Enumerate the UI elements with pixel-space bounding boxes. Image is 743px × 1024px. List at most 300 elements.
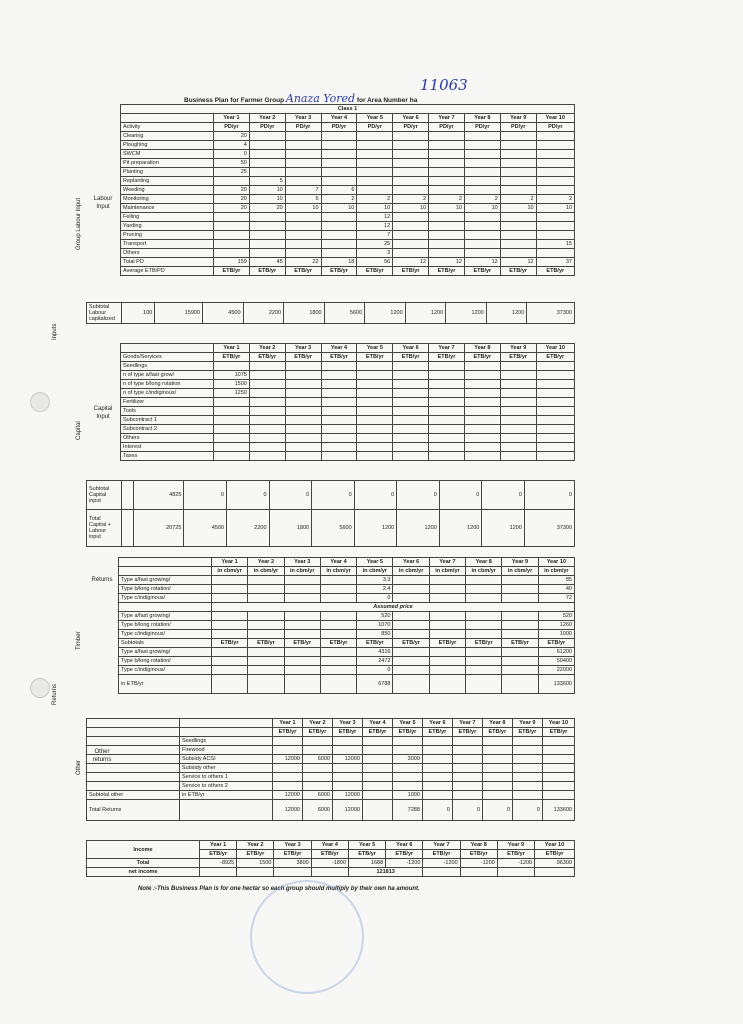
value-cell	[536, 371, 574, 380]
subtotal-cell: 22000	[538, 666, 574, 675]
blank-cell	[429, 657, 465, 666]
value-cell	[500, 371, 536, 380]
table-row	[121, 452, 575, 461]
value-cell	[464, 159, 500, 168]
value-cell	[429, 222, 465, 231]
total-cell: 6000	[302, 800, 332, 821]
value-cell	[357, 168, 393, 177]
subtotal-cell: 0	[269, 481, 312, 510]
unit-cell: ETB/yr	[214, 267, 250, 276]
blank-cell	[121, 114, 214, 123]
value-cell	[422, 773, 452, 782]
value-cell	[285, 416, 321, 425]
value-cell	[357, 407, 393, 416]
value-cell	[542, 755, 574, 764]
year-header: Year 1	[273, 719, 303, 728]
returns-side-label: Returns	[52, 683, 58, 705]
unit-header: ETB/yr	[512, 728, 542, 737]
unit-header: PD/yr	[249, 123, 285, 132]
blank-cell	[212, 621, 248, 630]
blank-cell	[180, 728, 273, 737]
value-cell	[249, 249, 285, 258]
total-cell: 1800	[269, 510, 312, 547]
value-cell	[302, 737, 332, 746]
unit-header: ETB/yr	[386, 850, 423, 859]
value-cell	[536, 434, 574, 443]
value-cell	[464, 222, 500, 231]
value-cell	[357, 177, 393, 186]
value-cell	[285, 389, 321, 398]
unit-header: PD/yr	[429, 123, 465, 132]
row-label: Type b/long rotation/	[119, 585, 212, 594]
value-cell	[452, 782, 482, 791]
value-cell: 10	[357, 204, 393, 213]
blank-cell	[466, 648, 502, 657]
subtotal-rate: 100	[122, 303, 155, 324]
unit-header: ETB/yr	[536, 353, 574, 362]
value-cell: 12	[357, 213, 393, 222]
capital-total-label: Total Capital + Labour input	[87, 510, 122, 547]
table-row	[87, 755, 575, 764]
subtotal-cell: 0	[312, 481, 355, 510]
value-cell	[464, 416, 500, 425]
year-header: Year 9	[500, 114, 536, 123]
table-row	[119, 666, 575, 675]
unit-header: ETB/yr	[200, 850, 237, 859]
income-label: Income	[87, 841, 200, 859]
value-cell: -8925	[200, 859, 237, 868]
subtotal-cell: 6000	[302, 791, 332, 800]
table-row	[121, 362, 575, 371]
year-header: Year 2	[302, 719, 332, 728]
blank-cell	[87, 737, 180, 746]
table-row	[121, 168, 575, 177]
row-label: n of type a/fast grow/	[121, 371, 214, 380]
blank-cell	[87, 764, 180, 773]
unit-header: ETB/yr	[500, 353, 536, 362]
blank-cell	[87, 746, 180, 755]
value-cell	[393, 425, 429, 434]
value-cell	[393, 362, 429, 371]
value-cell	[466, 594, 502, 603]
price-cell: 1000	[538, 630, 574, 639]
price-cell: 1070	[357, 621, 393, 630]
value-cell	[393, 177, 429, 186]
unit-header: PD/yr	[285, 123, 321, 132]
year-header: Year 6	[393, 114, 429, 123]
value-cell: 1075	[214, 371, 250, 380]
row-label: Others	[121, 434, 214, 443]
blank-cell	[429, 630, 465, 639]
value-cell	[285, 159, 321, 168]
unit-header: PD/yr	[464, 123, 500, 132]
value-cell: 45	[249, 258, 285, 267]
value-cell: 1500	[214, 380, 250, 389]
row-label: Type c/indiginous/	[119, 666, 212, 675]
row-label: Seedlings	[180, 737, 273, 746]
value-cell	[285, 425, 321, 434]
value-cell	[429, 213, 465, 222]
unit-header: ETB/yr	[482, 728, 512, 737]
inputs-label: Inputs	[52, 323, 58, 340]
unit-header: in cbm/yr	[212, 567, 248, 576]
blank-cell	[320, 648, 356, 657]
subtotal-cell: 12000	[332, 791, 362, 800]
value-cell	[392, 764, 422, 773]
value-cell	[429, 425, 465, 434]
value-cell: 18	[321, 258, 357, 267]
table-row	[121, 132, 575, 141]
value-cell	[285, 177, 321, 186]
group-labour-input-label: Group Labour Input	[76, 197, 82, 250]
value-cell	[393, 186, 429, 195]
value-cell	[249, 371, 285, 380]
blank-cell	[320, 666, 356, 675]
value-cell	[422, 764, 452, 773]
value-cell	[452, 755, 482, 764]
total-cell: 7288	[392, 800, 422, 821]
value-cell	[357, 150, 393, 159]
table-row	[87, 728, 575, 737]
value-cell	[500, 159, 536, 168]
value-cell	[214, 452, 250, 461]
total-cell: 1200	[439, 510, 482, 547]
subtotal-wood-cell: 6788	[357, 675, 393, 694]
value-cell: 37	[536, 258, 574, 267]
table-row	[121, 398, 575, 407]
subtotal-cell: 0	[397, 481, 440, 510]
value-cell	[429, 371, 465, 380]
value-cell	[500, 425, 536, 434]
value-cell	[357, 434, 393, 443]
value-cell	[321, 434, 357, 443]
subtotal-cell: 0	[482, 481, 525, 510]
blank-cell	[320, 612, 356, 621]
group-name-handwritten: Anaza Yored	[285, 92, 356, 105]
blank-cell	[212, 675, 248, 694]
value-cell: 10	[464, 204, 500, 213]
value-cell	[248, 594, 284, 603]
value-cell	[321, 452, 357, 461]
value-cell	[302, 746, 332, 755]
blank-cell	[429, 666, 465, 675]
unit-header: PD/yr	[536, 123, 574, 132]
value-cell	[500, 452, 536, 461]
blank-cell	[284, 675, 320, 694]
value-cell: 2.4	[357, 585, 393, 594]
value-cell	[464, 186, 500, 195]
year-header: Year 1	[212, 558, 248, 567]
unit-cell: ETB/yr	[536, 267, 574, 276]
year-header: Year 1	[214, 344, 250, 353]
value-cell	[512, 764, 542, 773]
value-cell	[214, 213, 250, 222]
value-cell	[321, 443, 357, 452]
value-cell	[332, 746, 362, 755]
subtotal-cell: 50400	[538, 657, 574, 666]
blank-cell	[212, 666, 248, 675]
blank-cell	[212, 612, 248, 621]
value-cell	[393, 150, 429, 159]
unit-header: ETB/yr	[237, 850, 274, 859]
unit-header: ETB/yr	[284, 639, 320, 648]
value-cell	[542, 782, 574, 791]
value-cell	[393, 249, 429, 258]
value-cell	[482, 764, 512, 773]
unit-header: PD/yr	[500, 123, 536, 132]
table-row	[121, 222, 575, 231]
labour-header: Activity	[121, 123, 214, 132]
value-cell	[321, 240, 357, 249]
value-cell	[249, 389, 285, 398]
blank-cell	[429, 621, 465, 630]
value-cell	[429, 398, 465, 407]
value-cell	[536, 362, 574, 371]
table-row	[121, 416, 575, 425]
unit-header: ETB/yr	[248, 639, 284, 648]
value-cell	[321, 222, 357, 231]
value-cell: -1200	[497, 859, 534, 868]
value-cell	[393, 159, 429, 168]
value-cell	[482, 737, 512, 746]
row-label: Tools	[121, 407, 214, 416]
table-row	[119, 657, 575, 666]
value-cell	[536, 150, 574, 159]
total-cell: 37300	[524, 510, 574, 547]
value-cell: 56	[357, 258, 393, 267]
price-cell: 520	[538, 612, 574, 621]
unit-header: ETB/yr	[320, 639, 356, 648]
value-cell	[249, 168, 285, 177]
year-header: Year 6	[393, 344, 429, 353]
value-cell	[321, 398, 357, 407]
value-cell	[332, 764, 362, 773]
value-cell	[249, 443, 285, 452]
unit-header: ETB/yr	[274, 850, 311, 859]
value-cell	[249, 141, 285, 150]
row-label: Clearing	[121, 132, 214, 141]
table-row	[119, 603, 575, 612]
value-cell	[422, 755, 452, 764]
value-cell	[249, 213, 285, 222]
value-cell: 1250	[214, 389, 250, 398]
row-label: Pruning	[121, 231, 214, 240]
title-mid: for Area Number	[356, 97, 408, 104]
value-cell	[249, 452, 285, 461]
blank-cell	[502, 675, 538, 694]
value-cell	[362, 764, 392, 773]
unit-header: ETB/yr	[423, 850, 460, 859]
unit-header: in cbm/yr	[393, 567, 429, 576]
row-label: Seedlings	[121, 362, 214, 371]
table-row	[119, 630, 575, 639]
value-cell	[249, 362, 285, 371]
value-cell	[500, 416, 536, 425]
subtotal-cell: 0	[354, 481, 397, 510]
value-cell: 7	[285, 186, 321, 195]
year-header: Year 4	[311, 841, 348, 850]
value-cell: -1200	[423, 859, 460, 868]
value-cell	[393, 443, 429, 452]
value-cell	[429, 186, 465, 195]
value-cell	[362, 746, 392, 755]
value-cell	[393, 585, 429, 594]
blank-cell	[212, 657, 248, 666]
year-header: Year 1	[200, 841, 237, 850]
row-label: Maintenance	[121, 204, 214, 213]
value-cell	[392, 746, 422, 755]
value-cell: 20	[214, 195, 250, 204]
value-cell	[500, 150, 536, 159]
unit-header: ETB/yr	[214, 353, 250, 362]
value-cell	[273, 773, 303, 782]
unit-header: ETB/yr	[542, 728, 574, 737]
value-cell	[536, 425, 574, 434]
value-cell: 0	[214, 150, 250, 159]
subtotal-cell: 0	[524, 481, 574, 510]
value-cell	[393, 576, 429, 585]
unit-header: ETB/yr	[392, 728, 422, 737]
unit-header: in cbm/yr	[466, 567, 502, 576]
value-cell: 2	[357, 195, 393, 204]
value-cell	[285, 434, 321, 443]
table-row	[121, 213, 575, 222]
value-cell: 2	[321, 195, 357, 204]
table-row	[121, 407, 575, 416]
value-cell: 10	[249, 186, 285, 195]
row-label: Fertilizer	[121, 398, 214, 407]
table-row	[87, 764, 575, 773]
year-header: Year 2	[249, 344, 285, 353]
value-cell	[357, 443, 393, 452]
value-cell: 3	[357, 249, 393, 258]
blank-cell	[320, 675, 356, 694]
year-header: Year 4	[321, 344, 357, 353]
value-cell	[422, 782, 452, 791]
net-income-label: net income	[87, 868, 200, 877]
value-cell	[536, 213, 574, 222]
value-cell	[357, 132, 393, 141]
table-row	[119, 639, 575, 648]
value-cell	[429, 443, 465, 452]
unit-header: ETB/yr	[429, 353, 465, 362]
value-cell: 2	[500, 195, 536, 204]
value-cell: 25	[357, 240, 393, 249]
year-header: Year 6	[393, 558, 429, 567]
year-header: Year 7	[429, 344, 465, 353]
value-cell	[429, 240, 465, 249]
blank-cell	[393, 630, 429, 639]
unit-header: ETB/yr	[321, 353, 357, 362]
value-cell	[321, 213, 357, 222]
value-cell	[393, 141, 429, 150]
total-cell: 12000	[332, 800, 362, 821]
price-cell: 520	[357, 612, 393, 621]
table-row	[121, 159, 575, 168]
table-row	[119, 576, 575, 585]
row-label: Yarding	[121, 222, 214, 231]
unit-header: PD/yr	[321, 123, 357, 132]
value-cell	[500, 132, 536, 141]
blank-cell	[248, 630, 284, 639]
value-cell	[285, 213, 321, 222]
total-cell: 0	[512, 800, 542, 821]
subtotal-wood-unit: in ETB/yr	[119, 675, 212, 694]
blank-cell	[429, 648, 465, 657]
row-label: Type a/fast growing/	[119, 612, 212, 621]
blank-cell	[284, 630, 320, 639]
value-cell: 10	[500, 204, 536, 213]
unit-header: in cbm/yr	[284, 567, 320, 576]
value-cell	[500, 213, 536, 222]
value-cell	[393, 380, 429, 389]
value-cell	[452, 773, 482, 782]
subtotal-cell: 1200	[365, 303, 406, 324]
row-label: Taxes	[121, 452, 214, 461]
blank-cell	[284, 621, 320, 630]
value-cell	[321, 380, 357, 389]
unit-header: ETB/yr	[393, 353, 429, 362]
value-cell	[285, 141, 321, 150]
total-cell: 133600	[542, 800, 574, 821]
value-cell	[357, 389, 393, 398]
subtotal-cell	[362, 791, 392, 800]
value-cell	[357, 425, 393, 434]
unit-header: in cbm/yr	[320, 567, 356, 576]
unit-cell: ETB/yr	[357, 267, 393, 276]
year-header: Year 3	[284, 558, 320, 567]
year-header: Year 8	[460, 841, 497, 850]
value-cell: 10	[429, 204, 465, 213]
blank-cell	[284, 648, 320, 657]
row-label: SWCM	[121, 150, 214, 159]
blank-cell	[535, 868, 575, 877]
value-cell	[464, 132, 500, 141]
area-number-handwritten: 11063	[420, 76, 468, 94]
blank-cell	[284, 657, 320, 666]
row-label: Type b/long rotation/	[119, 621, 212, 630]
value-cell	[502, 585, 538, 594]
capital-input-table	[120, 343, 575, 461]
value-cell	[466, 576, 502, 585]
value-cell	[464, 168, 500, 177]
value-cell	[214, 443, 250, 452]
other-subtotal-unit: in ETB/yr	[180, 791, 273, 800]
value-cell	[429, 177, 465, 186]
value-cell	[212, 585, 248, 594]
year-header: Year 7	[429, 558, 465, 567]
table-row	[87, 868, 575, 877]
row-label: Firewood	[180, 746, 273, 755]
value-cell	[536, 159, 574, 168]
value-cell	[536, 168, 574, 177]
value-cell	[320, 576, 356, 585]
unit-header: in cbm/yr	[538, 567, 574, 576]
value-cell	[429, 407, 465, 416]
year-header: Year 5	[392, 719, 422, 728]
value-cell	[321, 150, 357, 159]
year-header: Year 9	[512, 719, 542, 728]
value-cell: 0	[357, 594, 393, 603]
title-suffix: ha	[409, 97, 418, 104]
year-header: Year 7	[429, 114, 465, 123]
unit-header: ETB/yr	[535, 850, 575, 859]
unit-cell: ETB/yr	[249, 267, 285, 276]
value-cell	[332, 782, 362, 791]
year-header: Year 6	[422, 719, 452, 728]
blank-cell	[502, 657, 538, 666]
value-cell	[536, 141, 574, 150]
